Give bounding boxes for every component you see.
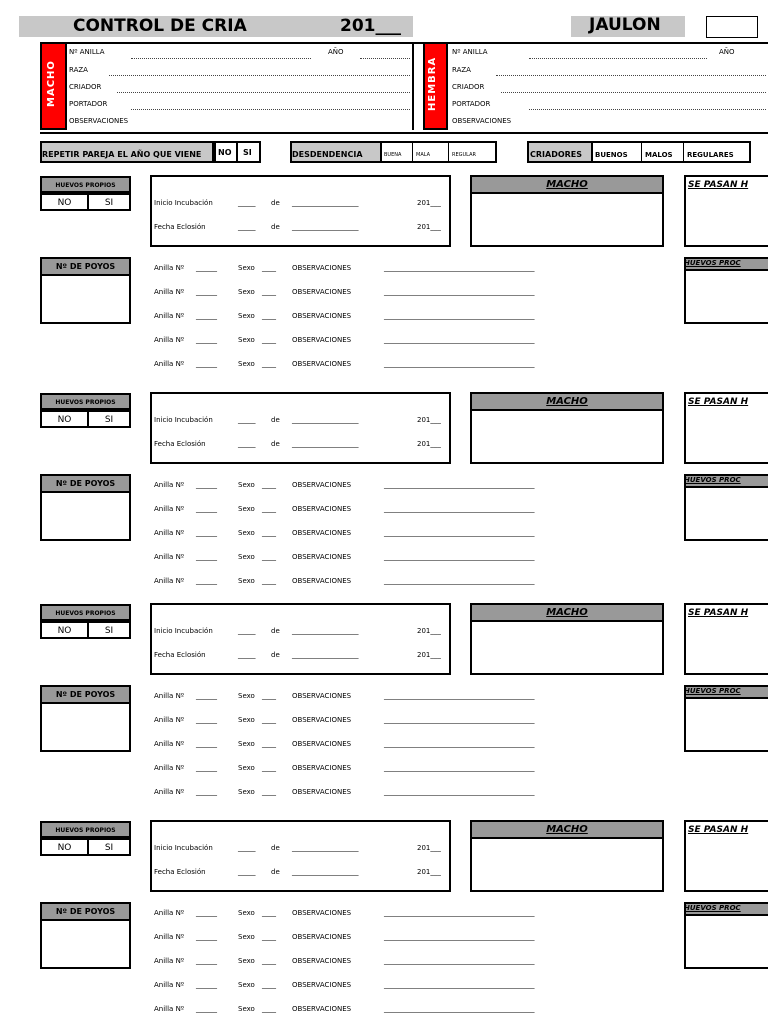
huevos-propios-no-label: NO [57, 843, 72, 853]
inicio-incubacion-label: Inicio Incubación [154, 627, 213, 635]
anilla-label: Anilla Nº [154, 288, 185, 296]
eclosion-de-label: de [271, 440, 280, 448]
sexo-field[interactable]: ____ [262, 288, 276, 296]
huevos-propios-header [40, 604, 131, 621]
male-anio-field[interactable] [360, 58, 410, 59]
huevos-propios-si-label: SI [104, 198, 114, 208]
sexo-label: Sexo [238, 957, 255, 965]
eclosion-year-field[interactable]: 201___ [417, 868, 441, 876]
anilla-field[interactable]: ______ [196, 716, 217, 724]
anilla-label: Anilla Nº [154, 933, 185, 941]
macho-header-label: MACHO [546, 179, 588, 190]
observaciones-field[interactable]: ___________________________________________ [384, 981, 535, 989]
huevos-proc-label: HUEVOS PROC [684, 476, 741, 484]
eclosion-month-field[interactable]: ___________________ [292, 868, 359, 876]
female-anilla-label: Nº ANILLA [452, 48, 488, 56]
sexo-field[interactable]: ____ [262, 360, 276, 368]
year-field[interactable]: 201___ [340, 16, 401, 36]
sexo-field[interactable]: ____ [262, 505, 276, 513]
macho-box[interactable] [470, 192, 664, 247]
sexo-field[interactable]: ____ [262, 909, 276, 917]
observaciones-label: OBSERVACIONES [292, 553, 352, 561]
desc-divider-2 [448, 141, 449, 163]
huevos-proc-label: HUEVOS PROC [684, 904, 741, 912]
sexo-field[interactable]: ____ [262, 577, 276, 585]
huevos-propios-no[interactable] [40, 193, 89, 211]
anilla-label: Anilla Nº [154, 788, 185, 796]
anilla-field[interactable]: ______ [196, 981, 217, 989]
observaciones-label: OBSERVACIONES [292, 788, 352, 796]
male-anilla-label: Nº ANILLA [69, 48, 105, 56]
eclosion-day-field[interactable]: _____ [238, 868, 256, 876]
sexo-label: Sexo [238, 336, 255, 344]
macho-box[interactable] [470, 409, 664, 464]
repetir-label: REPETIR PAREJA EL AÑO QUE VIENE [42, 150, 202, 159]
huevos-propios-si[interactable] [87, 193, 131, 211]
incubation-box [150, 175, 451, 247]
sexo-label: Sexo [238, 553, 255, 561]
anilla-field[interactable]: ______ [196, 505, 217, 513]
observaciones-label: OBSERVACIONES [292, 981, 352, 989]
observaciones-field[interactable]: ___________________________________________ [384, 957, 535, 965]
huevos-propios-no[interactable] [40, 838, 89, 856]
sexo-label: Sexo [238, 288, 255, 296]
eclosion-year-field[interactable]: 201___ [417, 440, 441, 448]
sexo-label: Sexo [238, 692, 255, 700]
sexo-field[interactable]: ____ [262, 692, 276, 700]
sexo-label: Sexo [238, 716, 255, 724]
macho-box[interactable] [470, 620, 664, 675]
se-pasan-label: SE PASAN H [688, 397, 749, 407]
observaciones-label: OBSERVACIONES [292, 716, 352, 724]
crid-divider-1 [641, 141, 642, 163]
desc-divider-1 [412, 141, 413, 163]
regular-option[interactable]: REGULAR [452, 152, 476, 158]
sexo-field[interactable]: ____ [262, 481, 276, 489]
female-anilla-field[interactable] [529, 58, 707, 59]
sexo-field[interactable]: ____ [262, 553, 276, 561]
anilla-field[interactable]: ______ [196, 740, 217, 748]
observaciones-label: OBSERVACIONES [292, 336, 352, 344]
poyos-box[interactable] [40, 274, 131, 324]
anilla-label: Anilla Nº [154, 336, 185, 344]
inicio-year-field[interactable]: 201___ [417, 416, 441, 424]
female-raza-label: RAZA [452, 66, 471, 74]
sexo-field[interactable]: ____ [262, 957, 276, 965]
observaciones-label: OBSERVACIONES [292, 957, 352, 965]
incubation-box [150, 392, 451, 464]
anilla-label: Anilla Nº [154, 529, 185, 537]
huevos-propios-label: HUEVOS PROPIOS [55, 399, 116, 406]
female-label: HEMBRA [427, 56, 438, 112]
poyos-label: Nº DE POYOS [55, 690, 116, 699]
observaciones-field[interactable]: ___________________________________________ [384, 481, 535, 489]
fecha-eclosion-label: Fecha Eclosión [154, 223, 206, 231]
macho-header-label: MACHO [546, 396, 588, 407]
huevos-proc-label: HUEVOS PROC [684, 687, 741, 695]
anilla-label: Anilla Nº [154, 716, 185, 724]
page-title: CONTROL DE CRIA [73, 16, 247, 36]
huevos-propios-si[interactable] [87, 621, 131, 639]
poyos-label: Nº DE POYOS [55, 907, 116, 916]
anilla-field[interactable]: ______ [196, 933, 217, 941]
eclosion-year-field[interactable]: 201___ [417, 223, 441, 231]
observaciones-label: OBSERVACIONES [292, 740, 352, 748]
sexo-label: Sexo [238, 505, 255, 513]
female-portador-label: PORTADOR [452, 100, 491, 108]
anilla-field[interactable]: ______ [196, 1005, 217, 1013]
female-raza-field[interactable] [496, 75, 766, 76]
macho-header-label: MACHO [546, 824, 588, 835]
inicio-year-field[interactable]: 201___ [417, 199, 441, 207]
observaciones-field[interactable]: ___________________________________________ [384, 692, 535, 700]
huevos-propios-header [40, 393, 131, 410]
sexo-label: Sexo [238, 788, 255, 796]
observaciones-field[interactable]: ___________________________________________ [384, 529, 535, 537]
anilla-label: Anilla Nº [154, 264, 185, 272]
incubation-box [150, 603, 451, 675]
sexo-label: Sexo [238, 360, 255, 368]
eclosion-year-field[interactable]: 201___ [417, 651, 441, 659]
anilla-field[interactable]: ______ [196, 577, 217, 585]
sexo-field[interactable]: ____ [262, 312, 276, 320]
inicio-month-field[interactable]: ___________________ [292, 199, 359, 207]
fecha-eclosion-label: Fecha Eclosión [154, 651, 206, 659]
male-anilla-field[interactable] [131, 58, 311, 59]
anilla-field[interactable]: ______ [196, 764, 217, 772]
crid-divider-2 [683, 141, 684, 163]
sexo-label: Sexo [238, 909, 255, 917]
sexo-field[interactable]: ____ [262, 764, 276, 772]
sexo-field[interactable]: ____ [262, 788, 276, 796]
parents-frame [40, 42, 768, 134]
huevos-propios-no-label: NO [57, 626, 72, 636]
anilla-label: Anilla Nº [154, 312, 185, 320]
mala-option[interactable]: MALA [416, 152, 431, 158]
eclosion-de-label: de [271, 651, 280, 659]
observaciones-field[interactable]: ___________________________________________ [384, 264, 535, 272]
anilla-label: Anilla Nº [154, 553, 185, 561]
huevos-propios-si[interactable] [87, 410, 131, 428]
inicio-incubacion-label: Inicio Incubación [154, 199, 213, 207]
parents-divider [412, 42, 414, 130]
huevos-propios-no[interactable] [40, 410, 89, 428]
repetir-si-label: SI [243, 148, 252, 157]
macho-box[interactable] [470, 837, 664, 892]
anilla-field[interactable]: ______ [196, 957, 217, 965]
huevos-propios-no-label: NO [57, 415, 72, 425]
male-portador-label: PORTADOR [69, 100, 108, 108]
observaciones-label: OBSERVACIONES [292, 909, 352, 917]
jaulon-input[interactable] [706, 16, 758, 38]
poyos-box[interactable] [40, 702, 131, 752]
jaulon-label: JAULON [589, 15, 661, 35]
female-criador-label: CRIADOR [452, 83, 485, 91]
eclosion-month-field[interactable]: ___________________ [292, 223, 359, 231]
sexo-field[interactable]: ____ [262, 933, 276, 941]
anilla-field[interactable]: ______ [196, 788, 217, 796]
anilla-field[interactable]: ______ [196, 481, 217, 489]
inicio-de-label: de [271, 627, 280, 635]
eclosion-month-field[interactable]: ___________________ [292, 651, 359, 659]
anilla-field[interactable]: ______ [196, 360, 217, 368]
sexo-label: Sexo [238, 981, 255, 989]
sexo-label: Sexo [238, 529, 255, 537]
eclosion-de-label: de [271, 868, 280, 876]
observaciones-field[interactable]: ___________________________________________ [384, 740, 535, 748]
poyos-box[interactable] [40, 491, 131, 541]
anilla-field[interactable]: ______ [196, 288, 217, 296]
observaciones-field[interactable]: ___________________________________________ [384, 933, 535, 941]
male-criador-label: CRIADOR [69, 83, 102, 91]
observaciones-field[interactable]: ___________________________________________ [384, 312, 535, 320]
female-anio-label: AÑO [719, 48, 735, 56]
regulares-option[interactable]: REGULARES [687, 151, 734, 159]
sexo-label: Sexo [238, 577, 255, 585]
se-pasan-label: SE PASAN H [688, 825, 749, 835]
male-label: MACHO [46, 60, 57, 108]
buenos-option[interactable]: BUENOS [595, 151, 628, 159]
observaciones-field[interactable]: ___________________________________________ [384, 336, 535, 344]
poyos-label: Nº DE POYOS [55, 479, 116, 488]
huevos-propios-header [40, 176, 131, 193]
buena-option[interactable]: BUENA [384, 152, 402, 158]
fecha-eclosion-label: Fecha Eclosión [154, 868, 206, 876]
anilla-field[interactable]: ______ [196, 692, 217, 700]
observaciones-field[interactable]: ___________________________________________ [384, 788, 535, 796]
se-pasan-label: SE PASAN H [688, 608, 749, 618]
observaciones-field[interactable]: ___________________________________________ [384, 1005, 535, 1013]
anilla-label: Anilla Nº [154, 505, 185, 513]
female-observaciones-label: OBSERVACIONES [452, 117, 512, 125]
sexo-field[interactable]: ____ [262, 264, 276, 272]
anilla-field[interactable]: ______ [196, 553, 217, 561]
repetir-no-label: NO [218, 148, 232, 157]
observaciones-field[interactable]: ___________________________________________ [384, 553, 535, 561]
sexo-field[interactable]: ____ [262, 529, 276, 537]
huevos-propios-label: HUEVOS PROPIOS [55, 610, 116, 617]
huevos-proc-label: HUEVOS PROC [684, 259, 741, 267]
eclosion-month-field[interactable]: ___________________ [292, 440, 359, 448]
eclosion-day-field[interactable]: _____ [238, 440, 256, 448]
se-pasan-label: SE PASAN H [688, 180, 749, 190]
inicio-month-field[interactable]: ___________________ [292, 844, 359, 852]
eclosion-de-label: de [271, 223, 280, 231]
sexo-field[interactable]: ____ [262, 1005, 276, 1013]
anilla-field[interactable]: ______ [196, 909, 217, 917]
huevos-propios-header [40, 821, 131, 838]
anilla-label: Anilla Nº [154, 1005, 185, 1013]
anilla-field[interactable]: ______ [196, 336, 217, 344]
anilla-label: Anilla Nº [154, 957, 185, 965]
inicio-de-label: de [271, 844, 280, 852]
observaciones-label: OBSERVACIONES [292, 288, 352, 296]
observaciones-field[interactable]: ___________________________________________ [384, 360, 535, 368]
inicio-incubacion-label: Inicio Incubación [154, 416, 213, 424]
eclosion-day-field[interactable]: _____ [238, 651, 256, 659]
inicio-incubacion-label: Inicio Incubación [154, 844, 213, 852]
huevos-propios-no-label: NO [57, 198, 72, 208]
male-portador-field[interactable] [131, 109, 410, 110]
observaciones-label: OBSERVACIONES [292, 692, 352, 700]
anilla-field[interactable]: ______ [196, 529, 217, 537]
sexo-label: Sexo [238, 312, 255, 320]
inicio-year-field[interactable]: 201___ [417, 844, 441, 852]
inicio-month-field[interactable]: ___________________ [292, 627, 359, 635]
sexo-label: Sexo [238, 933, 255, 941]
observaciones-label: OBSERVACIONES [292, 529, 352, 537]
male-criador-field[interactable] [117, 92, 410, 93]
huevos-propios-label: HUEVOS PROPIOS [55, 182, 116, 189]
observaciones-field[interactable]: ___________________________________________ [384, 505, 535, 513]
inicio-day-field[interactable]: _____ [238, 627, 256, 635]
huevos-propios-label: HUEVOS PROPIOS [55, 827, 116, 834]
observaciones-label: OBSERVACIONES [292, 764, 352, 772]
observaciones-label: OBSERVACIONES [292, 312, 352, 320]
sexo-field[interactable]: ____ [262, 716, 276, 724]
criadores-label: CRIADORES [530, 150, 583, 159]
male-anio-label: AÑO [328, 48, 344, 56]
huevos-propios-no[interactable] [40, 621, 89, 639]
observaciones-label: OBSERVACIONES [292, 1005, 352, 1013]
anilla-label: Anilla Nº [154, 764, 185, 772]
observaciones-label: OBSERVACIONES [292, 505, 352, 513]
eclosion-day-field[interactable]: _____ [238, 223, 256, 231]
inicio-year-field[interactable]: 201___ [417, 627, 441, 635]
sexo-field[interactable]: ____ [262, 740, 276, 748]
observaciones-label: OBSERVACIONES [292, 481, 352, 489]
sexo-label: Sexo [238, 764, 255, 772]
sexo-field[interactable]: ____ [262, 981, 276, 989]
male-raza-field[interactable] [109, 75, 410, 76]
anilla-label: Anilla Nº [154, 740, 185, 748]
female-criador-field[interactable] [501, 92, 766, 93]
observaciones-field[interactable]: ___________________________________________ [384, 764, 535, 772]
anilla-label: Anilla Nº [154, 481, 185, 489]
anilla-field[interactable]: ______ [196, 312, 217, 320]
huevos-propios-si[interactable] [87, 838, 131, 856]
sexo-field[interactable]: ____ [262, 336, 276, 344]
huevos-propios-si-label: SI [104, 843, 114, 853]
observaciones-label: OBSERVACIONES [292, 264, 352, 272]
inicio-de-label: de [271, 199, 280, 207]
malos-option[interactable]: MALOS [645, 151, 673, 159]
sexo-label: Sexo [238, 264, 255, 272]
observaciones-field[interactable]: ___________________________________________ [384, 577, 535, 585]
huevos-propios-si-label: SI [104, 626, 114, 636]
inicio-day-field[interactable]: _____ [238, 844, 256, 852]
macho-header-label: MACHO [546, 607, 588, 618]
anilla-label: Anilla Nº [154, 909, 185, 917]
anilla-label: Anilla Nº [154, 981, 185, 989]
male-observaciones-label: OBSERVACIONES [69, 117, 129, 125]
descendencia-label: DESDENDENCIA [292, 150, 363, 159]
observaciones-field[interactable]: ___________________________________________ [384, 909, 535, 917]
observaciones-label: OBSERVACIONES [292, 933, 352, 941]
poyos-box[interactable] [40, 919, 131, 969]
observaciones-label: OBSERVACIONES [292, 577, 352, 585]
sexo-label: Sexo [238, 740, 255, 748]
poyos-label: Nº DE POYOS [55, 262, 116, 271]
inicio-de-label: de [271, 416, 280, 424]
sexo-label: Sexo [238, 1005, 255, 1013]
inicio-day-field[interactable]: _____ [238, 416, 256, 424]
observaciones-field[interactable]: ___________________________________________ [384, 716, 535, 724]
huevos-propios-si-label: SI [104, 415, 114, 425]
sexo-label: Sexo [238, 481, 255, 489]
observaciones-field[interactable]: ___________________________________________ [384, 288, 535, 296]
inicio-month-field[interactable]: ___________________ [292, 416, 359, 424]
female-portador-field[interactable] [529, 109, 766, 110]
anilla-label: Anilla Nº [154, 692, 185, 700]
fecha-eclosion-label: Fecha Eclosión [154, 440, 206, 448]
male-raza-label: RAZA [69, 66, 88, 74]
anilla-label: Anilla Nº [154, 360, 185, 368]
inicio-day-field[interactable]: _____ [238, 199, 256, 207]
anilla-label: Anilla Nº [154, 577, 185, 585]
anilla-field[interactable]: ______ [196, 264, 217, 272]
incubation-box [150, 820, 451, 892]
observaciones-label: OBSERVACIONES [292, 360, 352, 368]
